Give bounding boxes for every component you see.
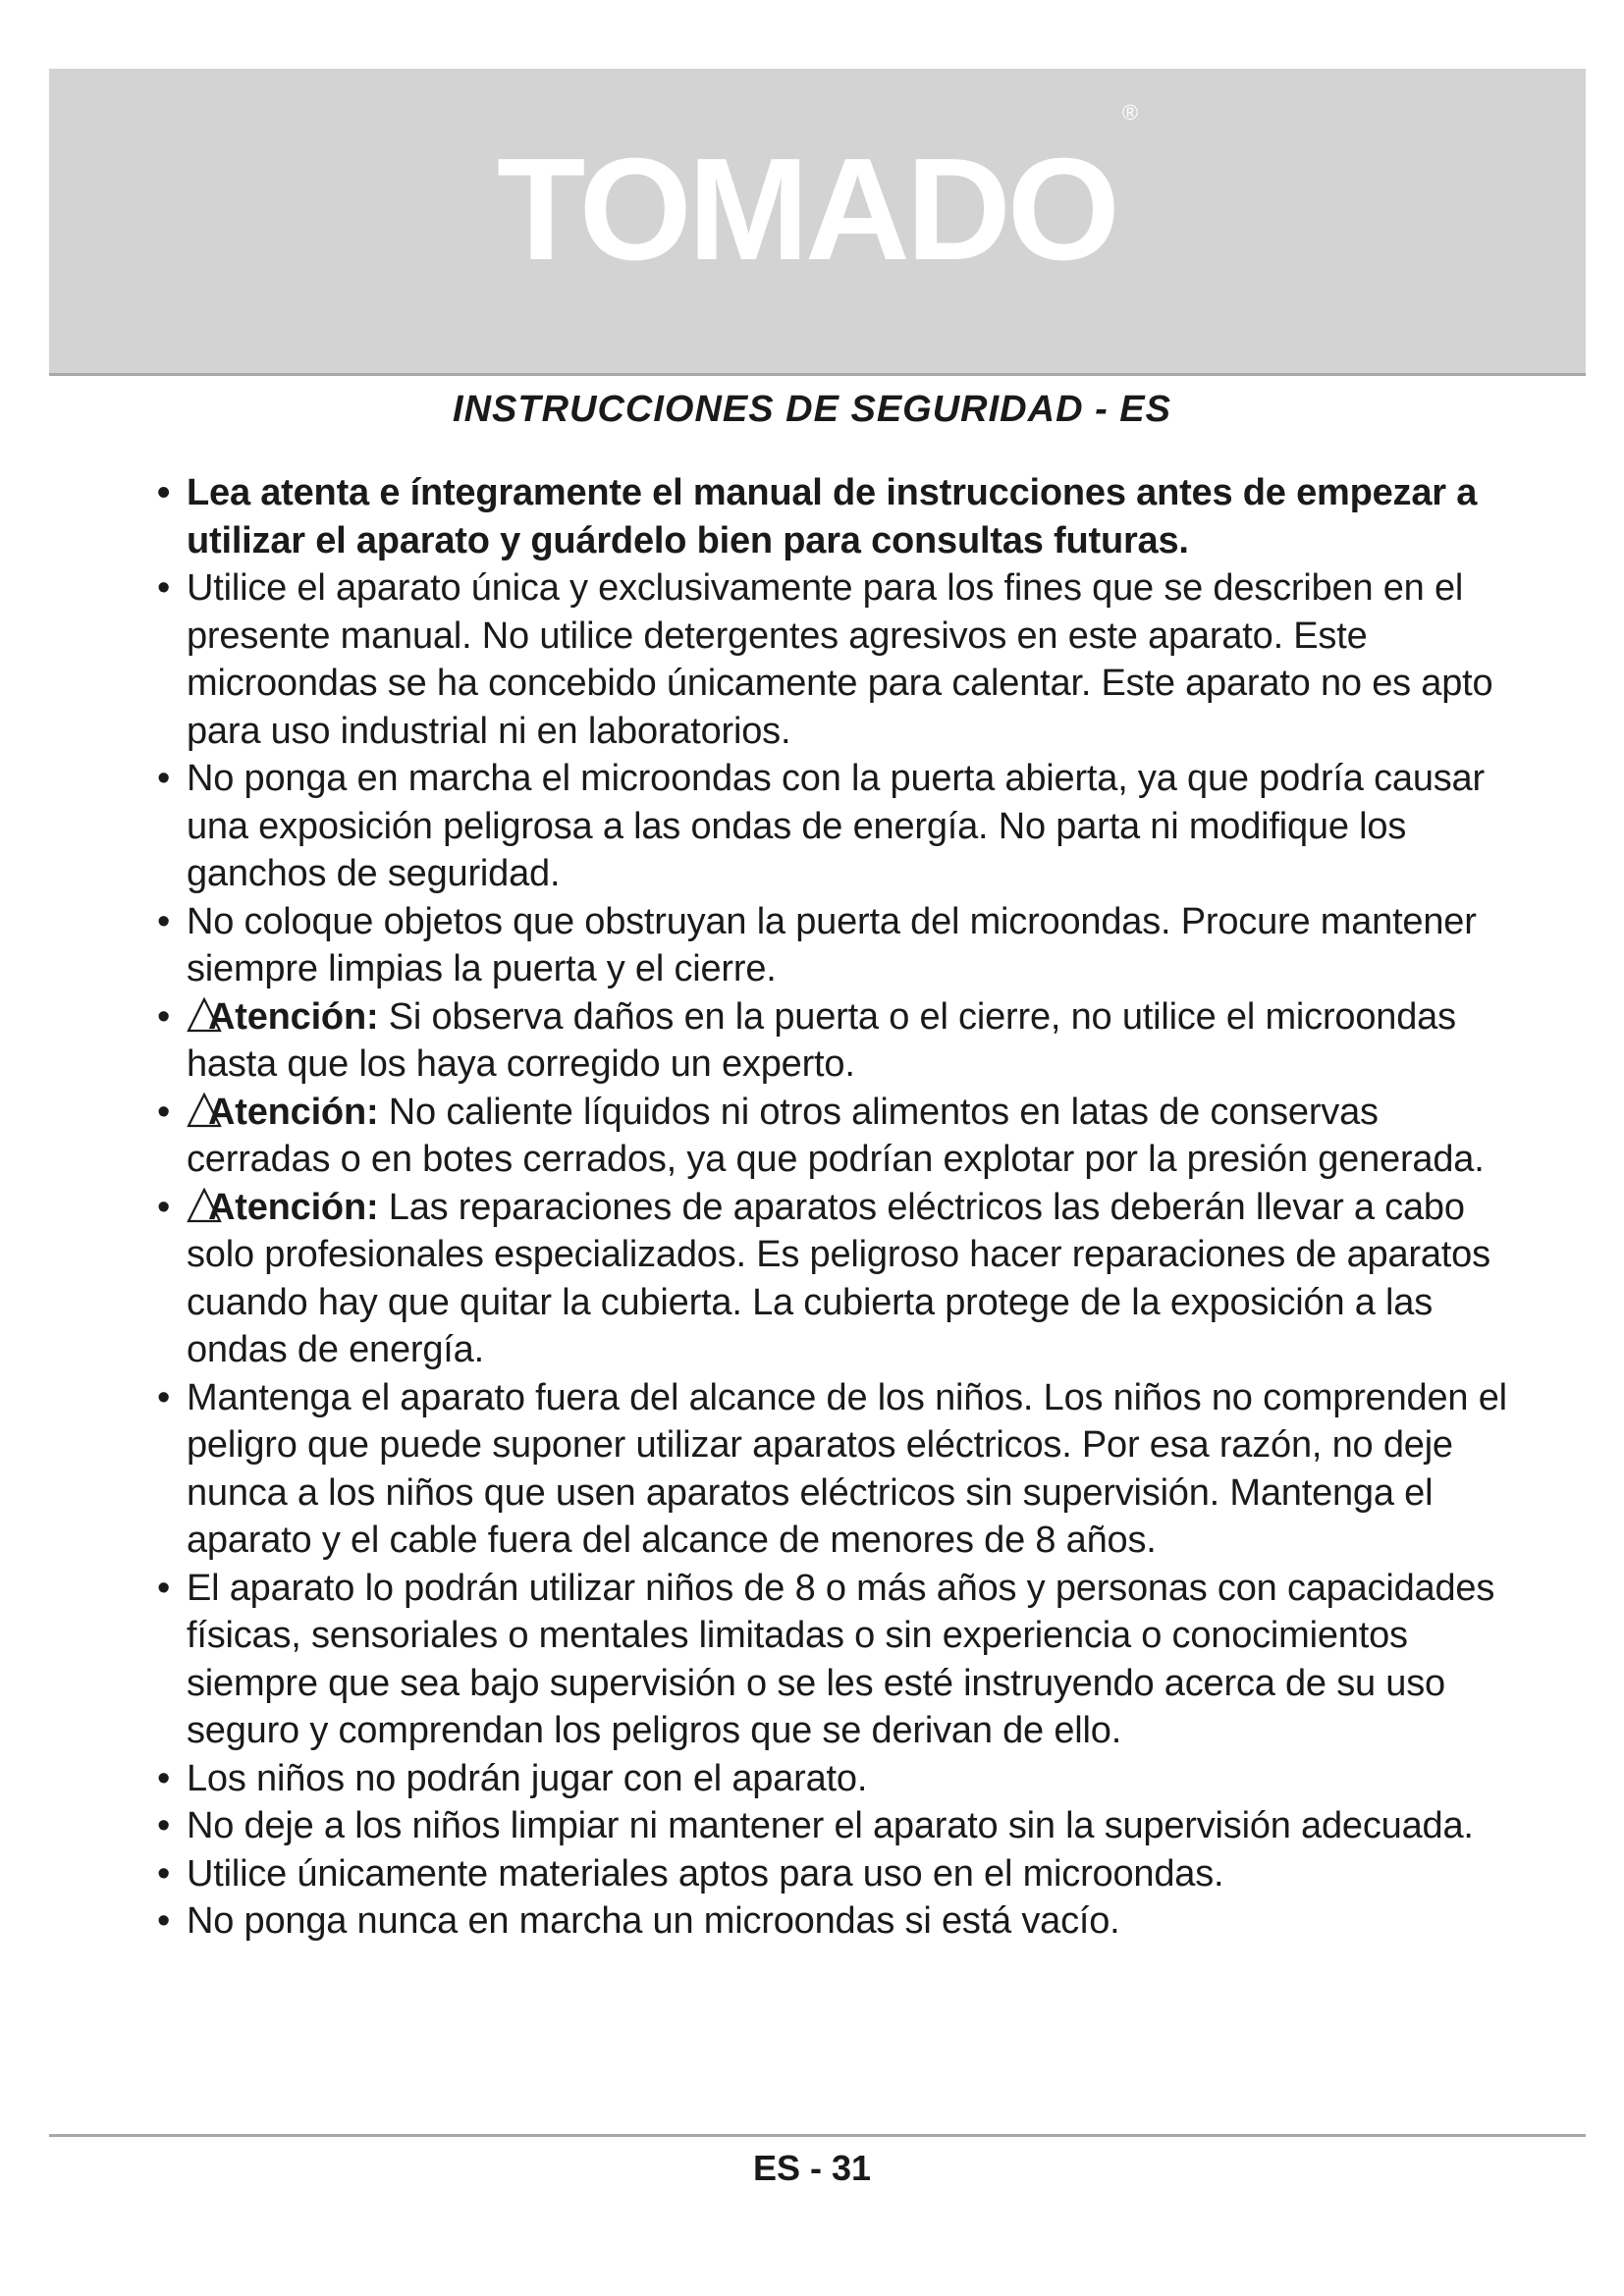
item-text: Lea atenta e íntegramente el manual de instrucciones antes de empezar a utilizar el aparato y guárdelo bien para consultas futuras. (187, 472, 1478, 561)
item-text: Mantenga el aparato fuera del alcance de los niños. Los niños no comprenden el peligro que puede suponer utilizar aparatos eléctricos. Por esa razón, no deje nunca a los niños que usen aparatos eléctricos sin supervisión. Mantenga el aparato y el cable fuera del alcance de menores de 8 años. (187, 1376, 1507, 1561)
bullet: • (157, 1757, 171, 1799)
warning-item (157, 993, 1532, 1089)
item-text: Utilice únicamente materiales aptos para uso en el microondas. (187, 1852, 1224, 1895)
warning-item (157, 1184, 1532, 1374)
warning-item (157, 1089, 1532, 1184)
bullet: • (157, 1805, 171, 1846)
brand-logo (49, 99, 1586, 291)
list-item (157, 1802, 1532, 1850)
bullet: • (157, 1567, 171, 1609)
warning-label: Atención: (208, 1186, 379, 1228)
item-text: Utilice el aparato única y exclusivamente para los fines que se describen en el presente manual. No utilice detergentes agresivos en este aparato. Este microondas se ha concebido únicamente para calentar. Este aparato no es apto para uso industrial ni en laboratorios. (187, 567, 1493, 752)
list-item (157, 1850, 1532, 1898)
list-item (157, 469, 1532, 564)
bullet: • (157, 1186, 171, 1228)
bullet: • (157, 1900, 171, 1942)
safety-instructions-list (157, 469, 1532, 1946)
bullet: • (157, 995, 171, 1038)
warning-label: Atención: (208, 1091, 379, 1133)
list-item (157, 755, 1532, 898)
item-text: El aparato lo podrán utilizar niños de 8 o más años y personas con capacidades físicas, sensoriales o mentales limitadas o sin experiencia o conocimientos siempre que sea bajo supervisión o se les esté instruyendo acerca de su uso seguro y comprendan los peligros que se derivan de ello. (187, 1567, 1495, 1751)
header-band (49, 69, 1586, 376)
item-text: Si observa daños en la puerta o el cierre, no utilice el microondas hasta que los haya corregido un experto. (187, 995, 1456, 1085)
item-text: No coloque objetos que obstruyan la puerta del microondas. Procure mantener siempre limpias la puerta y el cierre. (187, 900, 1477, 989)
list-item (157, 1897, 1532, 1946)
bullet: • (157, 900, 171, 942)
item-text: Las reparaciones de aparatos eléctricos las deberán llevar a cabo solo profesionales especializados. Es peligroso hacer reparaciones de aparatos cuando hay que quitar la cubierta. La cubierta protege de la exposición a las ondas de energía. (187, 1186, 1490, 1370)
item-text: Los niños no podrán jugar con el aparato. (187, 1757, 868, 1799)
bullet: • (157, 758, 171, 799)
list-item (157, 1374, 1532, 1565)
item-text: No deje a los niños limpiar ni mantener el aparato sin la supervisión adecuada. (187, 1805, 1474, 1846)
item-text: No ponga en marcha el microondas con la puerta abierta, ya que podría causar una exposición peligrosa a las ondas de energía. No parta ni modifique los ganchos de seguridad. (187, 758, 1485, 894)
list-item (157, 564, 1532, 755)
list-item (157, 1565, 1532, 1755)
bullet: • (157, 1376, 171, 1418)
footer-divider (49, 2134, 1586, 2137)
item-text: No caliente líquidos ni otros alimentos en latas de conservas cerradas o en botes cerrados, ya que podrían explotar por la presión generada. (187, 1091, 1485, 1180)
list-item (157, 1755, 1532, 1803)
page-number: ES - 31 (752, 2148, 872, 2188)
brand-name: TOMADO (496, 129, 1116, 291)
page-title: INSTRUCCIONES DE SEGURIDAD - ES (453, 389, 1171, 430)
bullet: • (157, 472, 171, 513)
registered-mark: ® (1121, 99, 1139, 125)
list-item (157, 898, 1532, 993)
bullet: • (157, 1091, 171, 1133)
warning-label: Atención: (208, 995, 379, 1038)
item-text: No ponga nunca en marcha un microondas si está vacío. (187, 1900, 1120, 1942)
bullet: • (157, 1852, 171, 1895)
bullet: • (157, 567, 171, 609)
